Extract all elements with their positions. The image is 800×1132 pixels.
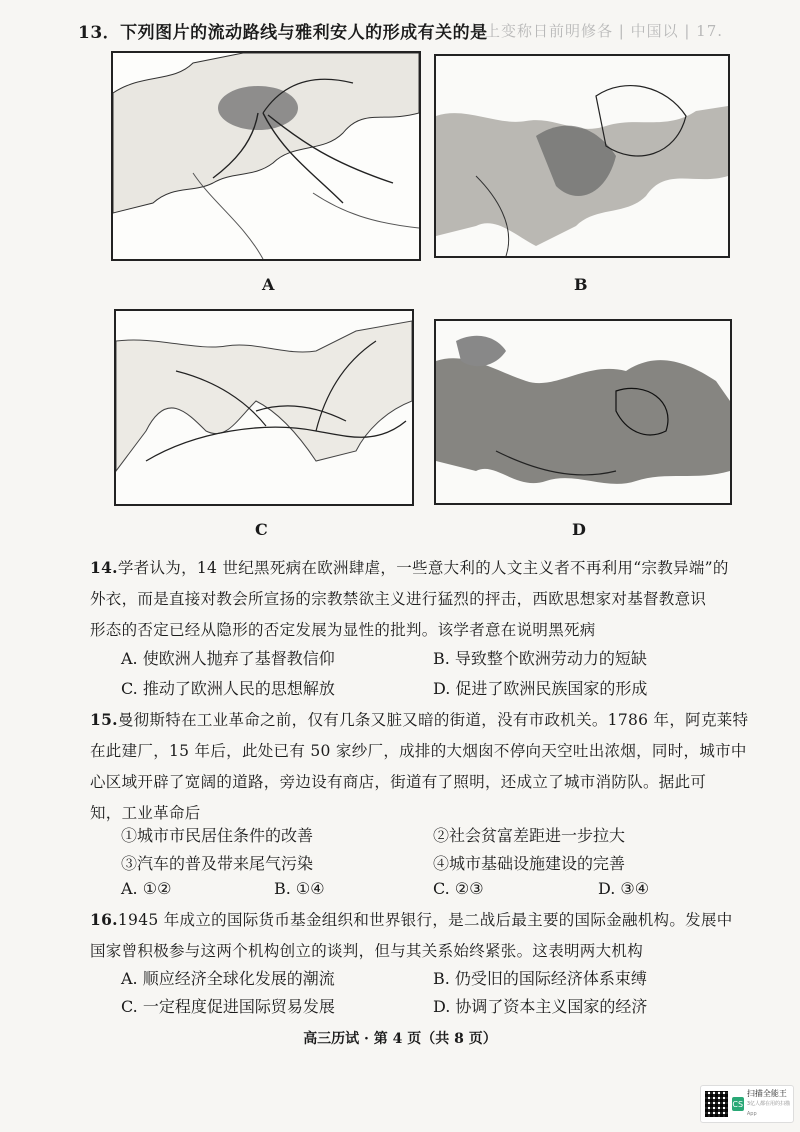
q15-line2: 在此建厂，15 年后，此处已有 50 家纱厂，成排的大烟囱不停向天空吐出浓烟，同时，城市中 (90, 742, 747, 760)
q14-line2: 外衣，而是直接对教会所宣扬的宗教禁欲主义进行猛烈的抨击，西欧思想家对基督教意识 (90, 590, 707, 608)
question-14-number: 14. (90, 558, 118, 577)
q15-item-4: ④城市基础设施建设的完善 (433, 854, 626, 873)
scanner-brand-name: 扫描全能王 (746, 1089, 787, 1098)
camscanner-logo-icon: CS (732, 1097, 744, 1111)
scanner-brand (747, 1089, 793, 1119)
question-13-title: 13．下列图片的流动路线与雅利安人的形成有关的是 (78, 23, 488, 43)
question-16-number: 16. (90, 910, 118, 929)
q16-option-c[interactable]: C. 一定程度促进国际贸易发展 (121, 997, 335, 1016)
q15-item-1: ①城市市民居住条件的改善 (121, 826, 314, 845)
q14-line1: 学者认为，14 世纪黑死病在欧洲肆虐，一些意大利的人文主义者不再利用“宗教异端”的 (117, 559, 729, 577)
q15-item-2: ②社会贫富差距进一步拉大 (433, 826, 626, 845)
q15-line1: 曼彻斯特在工业革命之前，仅有几条又脏又暗的街道，没有市政机关。1786 年，阿克莱特 (117, 711, 749, 729)
map-a-label: A (262, 275, 275, 294)
scanner-brand-sub: 3亿人都在用的扫描App (746, 1101, 791, 1117)
q16-option-d[interactable]: D. 协调了资本主义国家的经济 (433, 997, 648, 1016)
q14-option-c[interactable]: C. 推动了欧洲人民的思想解放 (121, 679, 335, 698)
page-footer: 高三历试 · 第 4 页（共 8 页） (303, 1031, 497, 1047)
map-d-label: D (572, 520, 586, 539)
map-d (434, 319, 732, 505)
q15-option-b[interactable]: B. ①④ (274, 879, 325, 898)
q14-line3: 形态的否定已经从隐形的否定发展为显性的批判。该学者意在说明黑死病 (90, 621, 596, 639)
map-b (434, 54, 730, 258)
map-c (114, 309, 414, 506)
question-14 (90, 552, 760, 646)
q16-line2: 国家曾积极参与这两个机构创立的谈判，但与其关系始终紧张。这表明两大机构 (90, 942, 644, 960)
q16-option-a[interactable]: A. 顺应经济全球化发展的潮流 (121, 969, 335, 988)
map-a (111, 51, 421, 261)
q15-item-3: ③汽车的普及带来尾气污染 (121, 854, 314, 873)
question-15 (90, 704, 760, 829)
q15-option-c[interactable]: C. ②③ (433, 879, 484, 898)
qr-code-icon (705, 1091, 728, 1117)
q15-option-d[interactable]: D. ③④ (598, 879, 650, 898)
q16-option-b[interactable]: B. 仍受旧的国际经济体系束缚 (433, 969, 647, 988)
q14-option-b[interactable]: B. 导致整个欧洲劳动力的短缺 (433, 649, 647, 668)
q14-option-a[interactable]: A. 使欧洲人抛弃了基督教信仰 (121, 649, 335, 668)
q16-line1: 1945 年成立的国际货币基金组织和世界银行，是二战后最主要的国际金融机构。发展中 (117, 911, 733, 929)
question-15-number: 15. (90, 710, 118, 729)
q14-option-d[interactable]: D. 促进了欧洲民族国家的形成 (433, 679, 648, 698)
map-b-label: B (574, 275, 588, 294)
q15-line4: 知，工业革命后 (90, 804, 201, 822)
bleed-through-text: 上变称日前明修各 | 中国以 | 17. (485, 22, 724, 40)
question-16 (90, 904, 760, 967)
map-c-label: C (255, 520, 268, 539)
q15-line3: 心区域开辟了宽阔的道路，旁边设有商店，街道有了照明，还成立了城市消防队。据此可 (90, 773, 707, 791)
scanner-watermark (700, 1085, 794, 1123)
q15-option-a[interactable]: A. ①② (121, 879, 172, 898)
